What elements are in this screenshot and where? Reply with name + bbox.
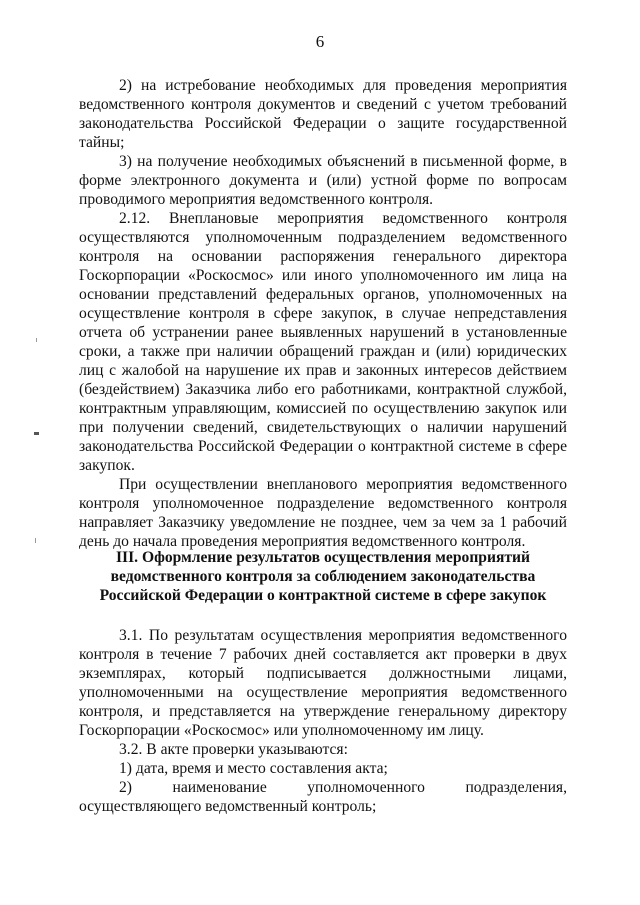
paragraph-2-request-documents: 2) на истребование необходимых для проведения мероприятия ведомственного контроля документов и сведений с учетом требований законодательства Российской Федерации о защите государственной тайны; [79, 77, 567, 151]
section-heading-line-3: Российской Федерации о контрактной системе в сфере закупок [99, 587, 547, 604]
scan-speck [35, 538, 36, 543]
section-heading-line-2: ведомственного контроля за соблюдением законодательства [110, 568, 536, 585]
body-text-block-1 [79, 76, 567, 551]
list-item-2-department-name: 2) наименование уполномоченного подразделения, осуществляющего ведомственный контроль; [79, 779, 567, 815]
section-heading-iii [79, 548, 567, 605]
paragraph-2-12-unscheduled-inspections: 2.12. Внеплановые мероприятия ведомственного контроля осуществляются уполномоченным подразделением ведомственного контроля на основании распоряжения генерального директора Госкорпорации «Роскосмос» или иного уполномоченного им лица на основании представлений федеральных органов, уполномоченных на осуществление контроля в сфере закупок, в случае непредставления отчета об устранении ранее выявленных нарушений в установленные сроки, а также при наличии обращений граждан и (или) юридических лиц с жалобой на нарушение их прав и законных интересов действием (бездействием) Заказчика либо его работниками, контрактной службой, контрактным управляющим, комиссией по осуществлению закупок или при получении сведений, свидетельствующих о наличии нарушений законодательства Российской Федерации о контрактной системе в сфере закупок. [79, 210, 567, 474]
paragraph-3-1-inspection-act: 3.1. По результатам осуществления мероприятия ведомственного контроля в течение 7 рабочих дней составляется акт проверки в двух экземплярах, который подписывается должностными лицами, уполномоченными на осуществление мероприятия ведомственного контроля, и представляется на утверждение генеральному директору Госкорпорации «Роскосмос» или уполномоченному им лицу. [79, 627, 567, 739]
section-heading-line-1: III. Оформление результатов осуществления мероприятий [115, 549, 531, 566]
body-text-block-2 [79, 626, 567, 816]
list-item-1-date-time-place: 1) дата, время и место составления акта; [119, 760, 388, 777]
paragraph-3-2-act-contents: 3.2. В акте проверки указываются: [119, 741, 348, 758]
paragraph-notification: При осуществлении внепланового мероприятия ведомственного контроля уполномоченное подразделение ведомственного контроля направляет Заказчику уведомление не позднее, чем за чем за 1 рабочий день до начала проведения мероприятия ведомственного контроля. [79, 476, 567, 550]
scan-speck [34, 432, 39, 435]
paragraph-3-explanations: 3) на получение необходимых объяснений в письменной форме, в форме электронного документа и (или) устной форме по вопросам проводимого мероприятия ведомственного контроля. [79, 153, 567, 208]
page-number: 6 [315, 32, 325, 51]
scan-speck [36, 338, 37, 342]
